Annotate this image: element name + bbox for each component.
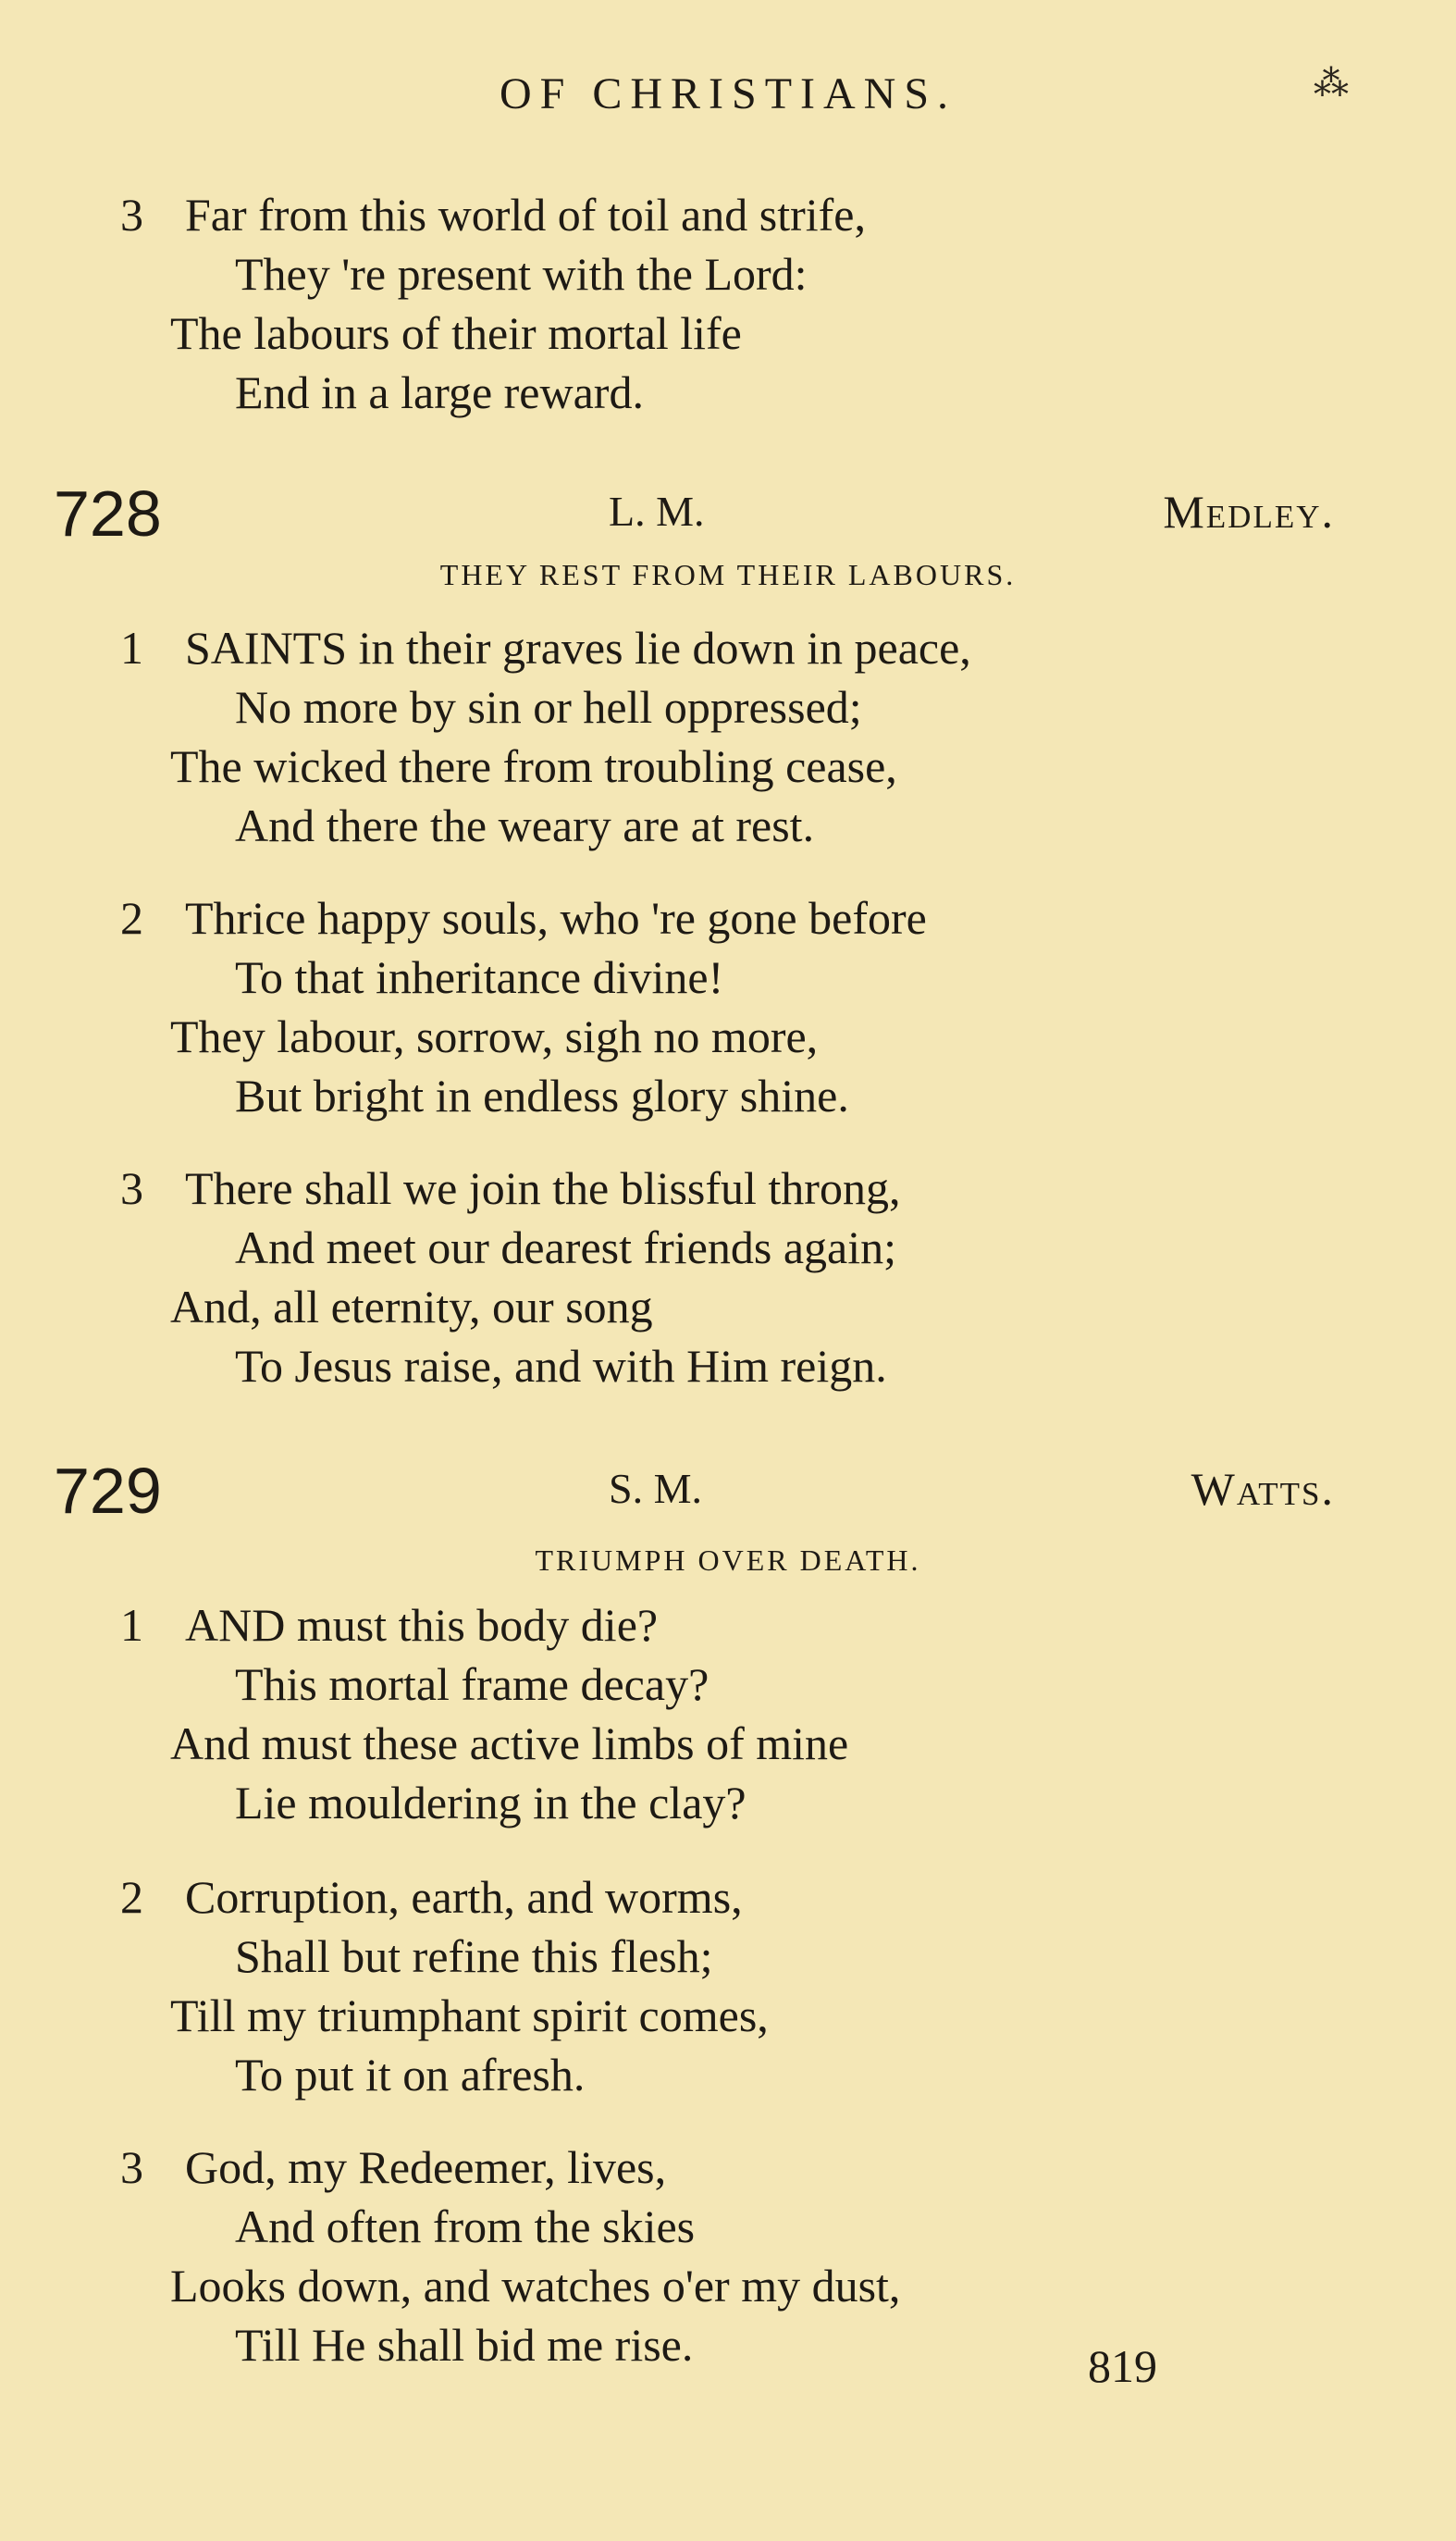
stanza-line: End in a large reward. (235, 366, 644, 418)
stanza (120, 618, 1341, 855)
stanza-line: And, all eternity, our song (170, 1281, 653, 1332)
stanza-line: They labour, sorrow, sigh no more, (170, 1010, 819, 1062)
stanza-line: And often from the skies (235, 2200, 696, 2252)
stanza-line: Lie mouldering in the clay? (235, 1777, 747, 1828)
hymn-header (54, 1455, 1335, 1532)
stanza (120, 1159, 1341, 1395)
stanza-line: Looks down, and watches o'er my dust, (170, 2260, 901, 2312)
stanza-line: But bright in endless glory shine. (235, 1070, 849, 1122)
stanza-line: This mortal frame decay? (235, 1658, 709, 1710)
stanza-number: 3 (120, 189, 143, 241)
hymn-number: 728 (54, 477, 162, 550)
stanza-continued (120, 185, 1341, 422)
stanza-line: 3 God, my Redeemer, lives, (120, 2138, 1341, 2197)
stanza (120, 1867, 1341, 2104)
stanza (120, 1595, 1341, 1832)
stanza-line: Till my triumphant spirit comes, (170, 1989, 769, 2041)
hymn-subtitle: THEY REST FROM THEIR LABOURS. (439, 558, 1017, 591)
stanza (120, 2138, 1341, 2374)
stanza-line: No more by sin or hell oppressed; (235, 681, 862, 733)
hymn-tune: Watts. (1191, 1463, 1335, 1515)
stanza-line: And must these active limbs of mine (170, 1717, 849, 1769)
stanza-line: And there the weary are at rest. (235, 799, 815, 851)
stanza-line: 1 SAINTS in their graves lie down in peace, (120, 618, 1341, 677)
stanza-number: 2 (120, 892, 143, 944)
stanza-line: The labours of their mortal life (170, 307, 742, 359)
stanza-line: 2 Corruption, earth, and worms, (120, 1867, 1341, 1927)
hymn-tune: Medley. (1163, 486, 1335, 538)
hymn-number: 729 (54, 1455, 162, 1527)
stanza-line: 3 Far from this world of toil and strife, (120, 185, 1341, 244)
stanza-line: To that inheritance divine! (235, 951, 724, 1003)
stanza-line: They 're present with the Lord: (235, 248, 808, 300)
stanza-line: Till He shall bid me rise. (235, 2319, 694, 2371)
stanza-line: Shall but refine this flesh; (235, 1930, 713, 1982)
stanza-number: 3 (120, 2141, 143, 2193)
hymn-subtitle: TRIUMPH OVER DEATH. (535, 1543, 921, 1577)
hymn-meter: S. M. (609, 1465, 702, 1512)
stanza-line: The wicked there from troubling cease, (170, 740, 897, 792)
stanza-number: 1 (120, 622, 143, 674)
hymn-meter: L. M. (609, 488, 705, 535)
printer-mark-icon: ⁂ (1314, 65, 1349, 104)
stanza-line: To Jesus raise, and with Him reign. (235, 1340, 887, 1392)
stanza-line: And meet our dearest friends again; (235, 1221, 897, 1273)
stanza-line: To put it on afresh. (235, 2049, 586, 2101)
running-head: OF CHRISTIANS. (499, 69, 957, 118)
stanza-number: 1 (120, 1599, 143, 1651)
stanza-line: 1 AND must this body die? (120, 1595, 1341, 1655)
page-number: 819 (1088, 2340, 1157, 2392)
stanza-line: 3 There shall we join the blissful throng, (120, 1159, 1341, 1218)
hymn-header (54, 477, 1335, 555)
stanza-number: 2 (120, 1871, 143, 1923)
stanza-number: 3 (120, 1162, 143, 1214)
stanza-line: 2 Thrice happy souls, who 're gone before (120, 888, 1341, 948)
stanza (120, 888, 1341, 1125)
